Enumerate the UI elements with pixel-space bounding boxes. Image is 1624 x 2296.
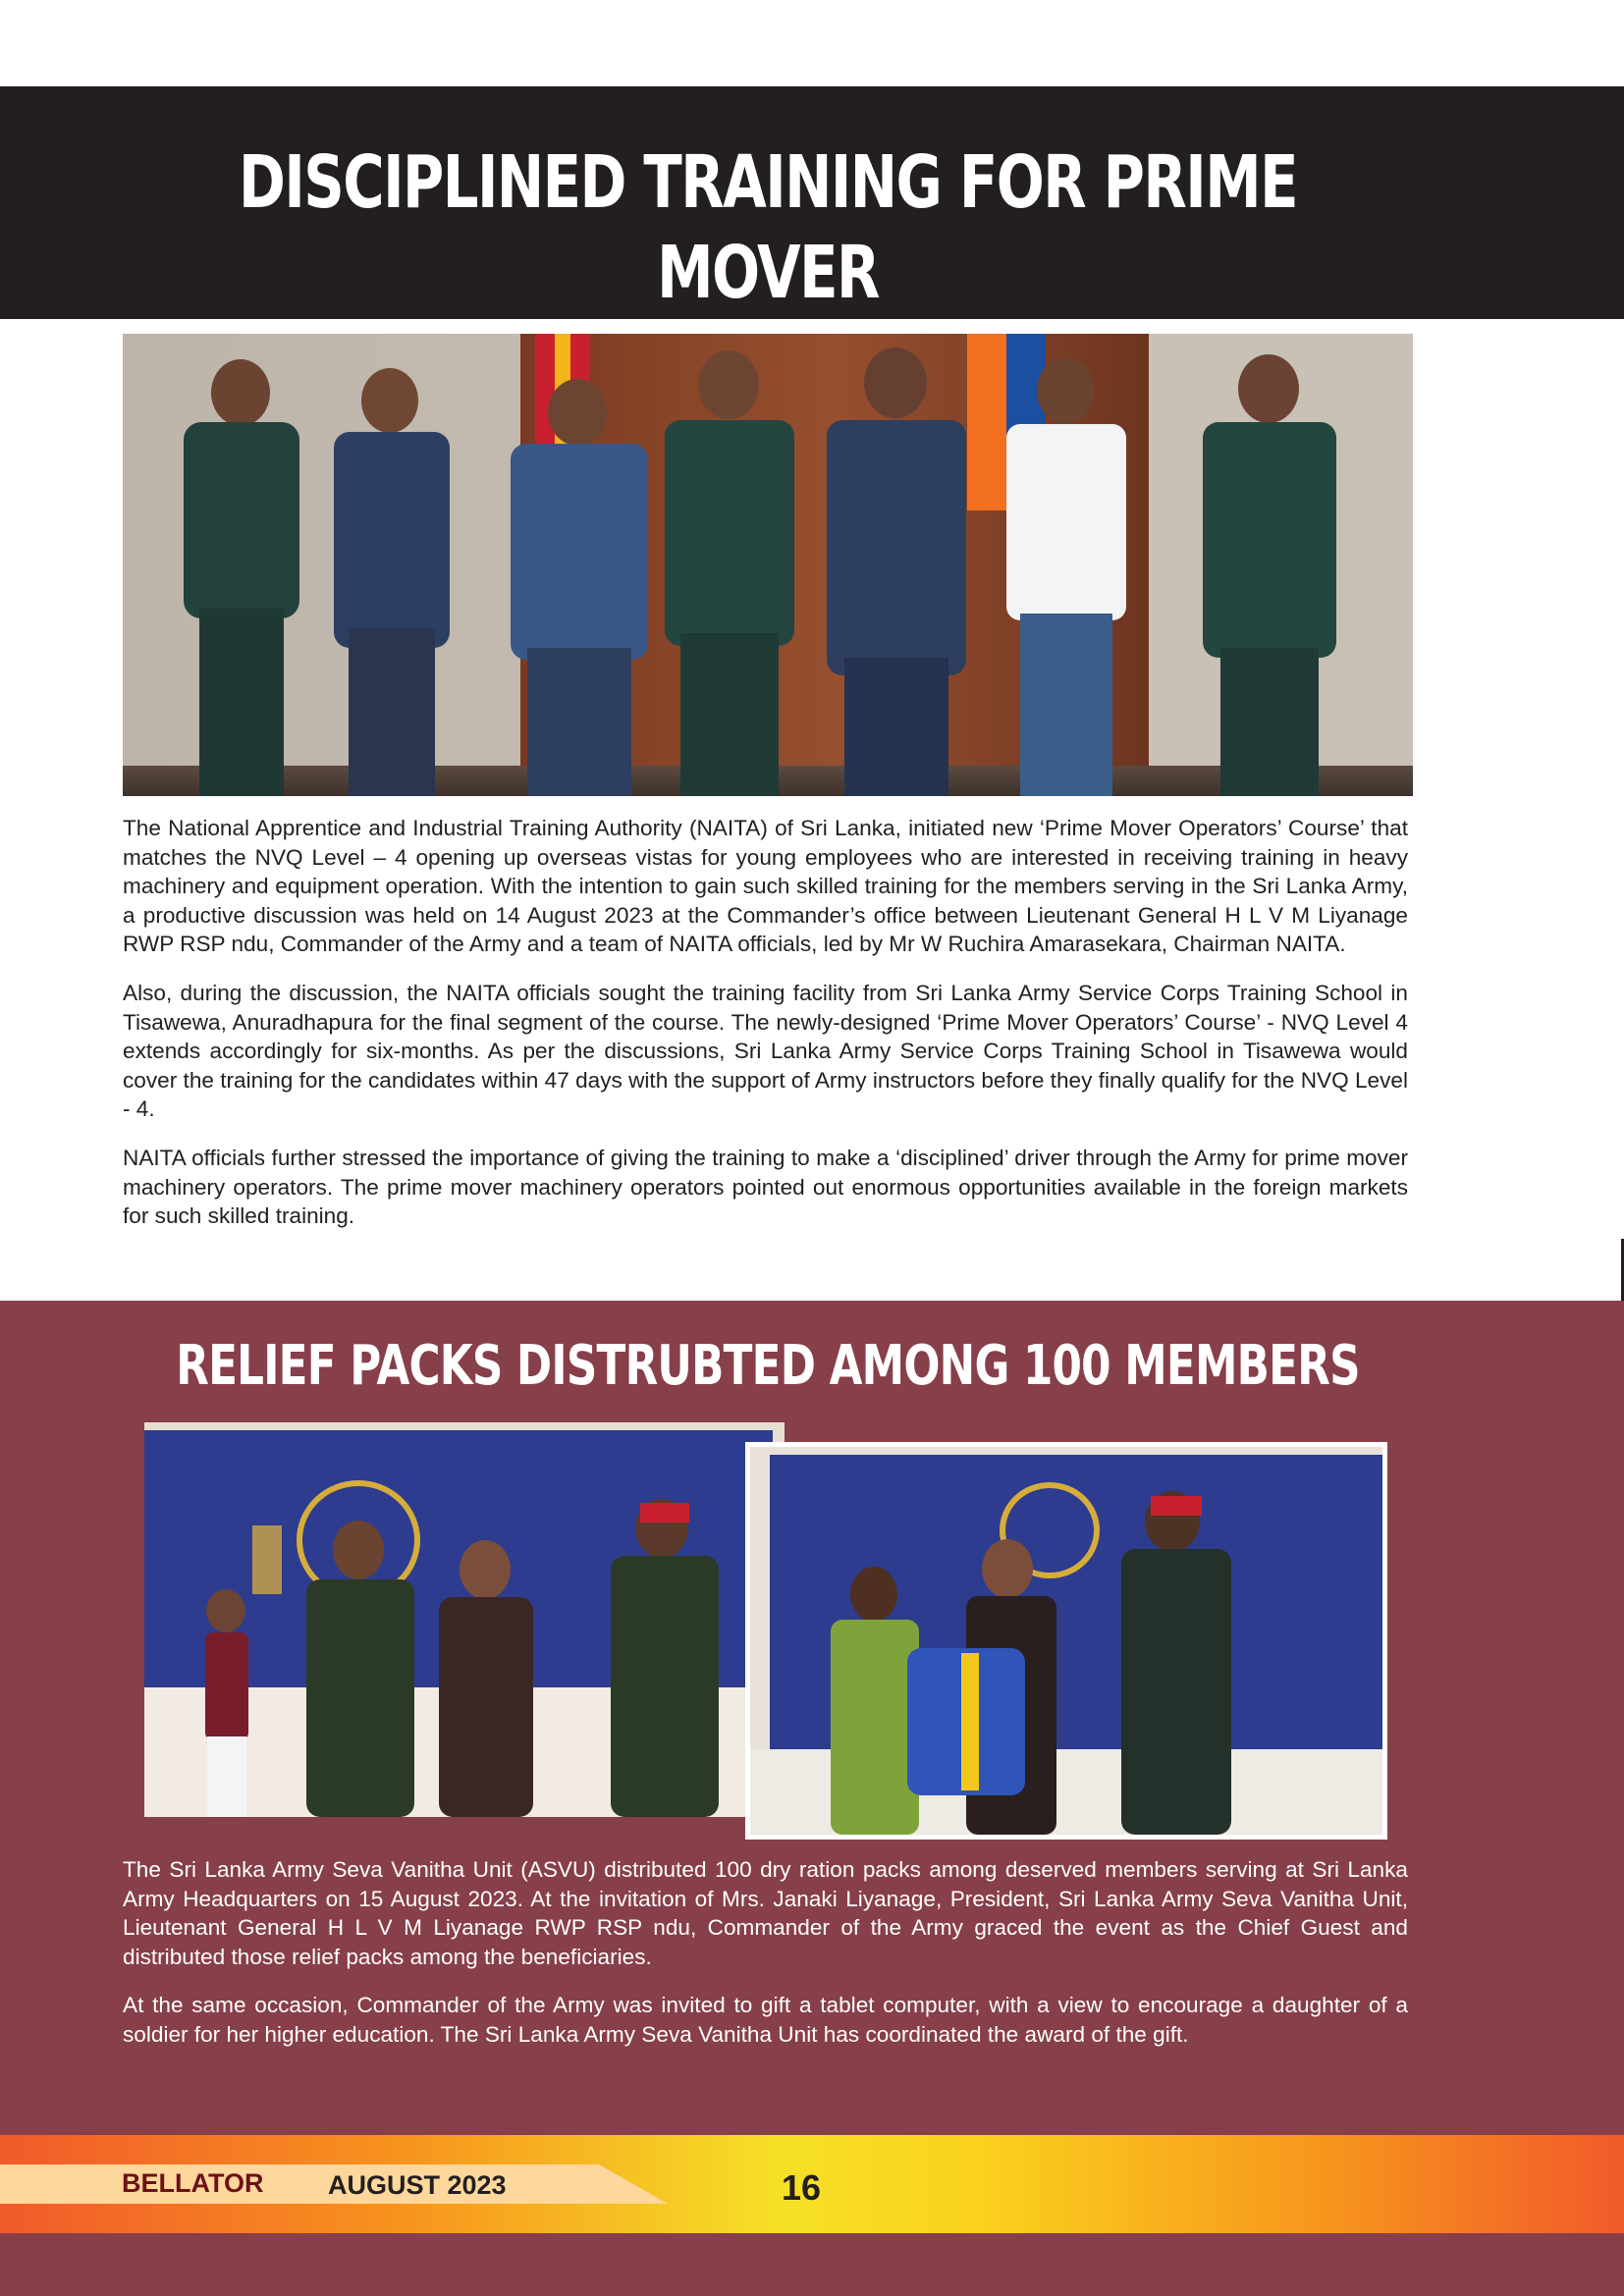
article-1-paragraph: The National Apprentice and Industrial Training Authority (NAITA) of Sri Lanka, initiated new ‘Prime Mover Operators’ Course’ that matches the NVQ Level – 4 opening up overseas vistas for young employees who are interested in receiving training in heavy machinery and equipment operation. With the intention to gain such skilled training for the members serving in the Sri Lanka Army, a productive discussion was held on 14 August 2023 at the Commander’s office between Lieutenant General H L V M Liyanage RWP RSP ndu, Commander of the Army and a team of NAITA officials, led by Mr W Ruchira Amarasekara, Chairman NAITA. [123, 816, 1408, 957]
article-1-paragraph: Also, during the discussion, the NAITA officials sought the training facility from Sri Lanka Army Service Corps Training School in Tisawewa, Anuradhapura for the final segment of the course. The newly-designed ‘Prime Mover Operators’ Course’ - NVQ Level 4 extends accordingly for six-months. As per the discussions, Sri Lanka Army Service Corps Training School in Tisawewa would cover the training for the candidates within 47 days with the support of Army instructors before they finally qualify for the NVQ Level - 4. [123, 980, 1408, 1122]
relief-photo-tablet-gift [144, 1422, 785, 1817]
article-2-paragraph: The Sri Lanka Army Seva Vanitha Unit (ASVU) distributed 100 dry ration packs among deserved members serving at Sri Lanka Army Headquarters on 15 August 2023. At the invitation of Mrs. Janaki Liyanage, President, Sri Lanka Army Seva Vanitha Unit, Lieutenant General H L V M Liyanage RWP RSP ndu, Commander of the Army graced the event as the Chief Guest and distributed those relief packs among the beneficiaries. [123, 1857, 1408, 1969]
page-number: 16 [782, 2167, 822, 2208]
group-photo-officials-illustration [123, 334, 1413, 796]
footer-issue-date: AUGUST 2023 [328, 2170, 507, 2200]
article-2-headline: RELIEF PACKS DISTRUBTED AMONG 100 MEMBERS [176, 1334, 1360, 1398]
article-1-paragraph: NAITA officials further stressed the importance of giving the training to make a ‘disciplined’ driver through the Army for prime mover machinery operators. The prime mover machinery operators pointed out enormous opportunities available in the foreign markets for such skilled training. [123, 1145, 1408, 1229]
article-1-headline-line-1: DISCIPLINED TRAINING FOR PRIME MOVER [239, 140, 1297, 315]
bottom-strip [0, 2233, 1624, 2296]
relief-photo-tablet-gift-illustration [144, 1422, 785, 1817]
article-1-body [123, 814, 1408, 1251]
relief-photo-pack-handover [745, 1442, 1387, 1840]
article-2-body [123, 1855, 1408, 2069]
article-2-paragraph: At the same occasion, Commander of the Army was invited to gift a tablet computer, with a view to encourage a daughter of a soldier for her higher education. The Sri Lanka Army Seva Vanitha Unit has coordinated the award of the gift. [123, 1993, 1408, 2047]
footer-brand: BELLATOR [122, 2168, 264, 2198]
group-photo-officials [123, 334, 1413, 796]
relief-photo-pack-handover-illustration [750, 1447, 1382, 1835]
